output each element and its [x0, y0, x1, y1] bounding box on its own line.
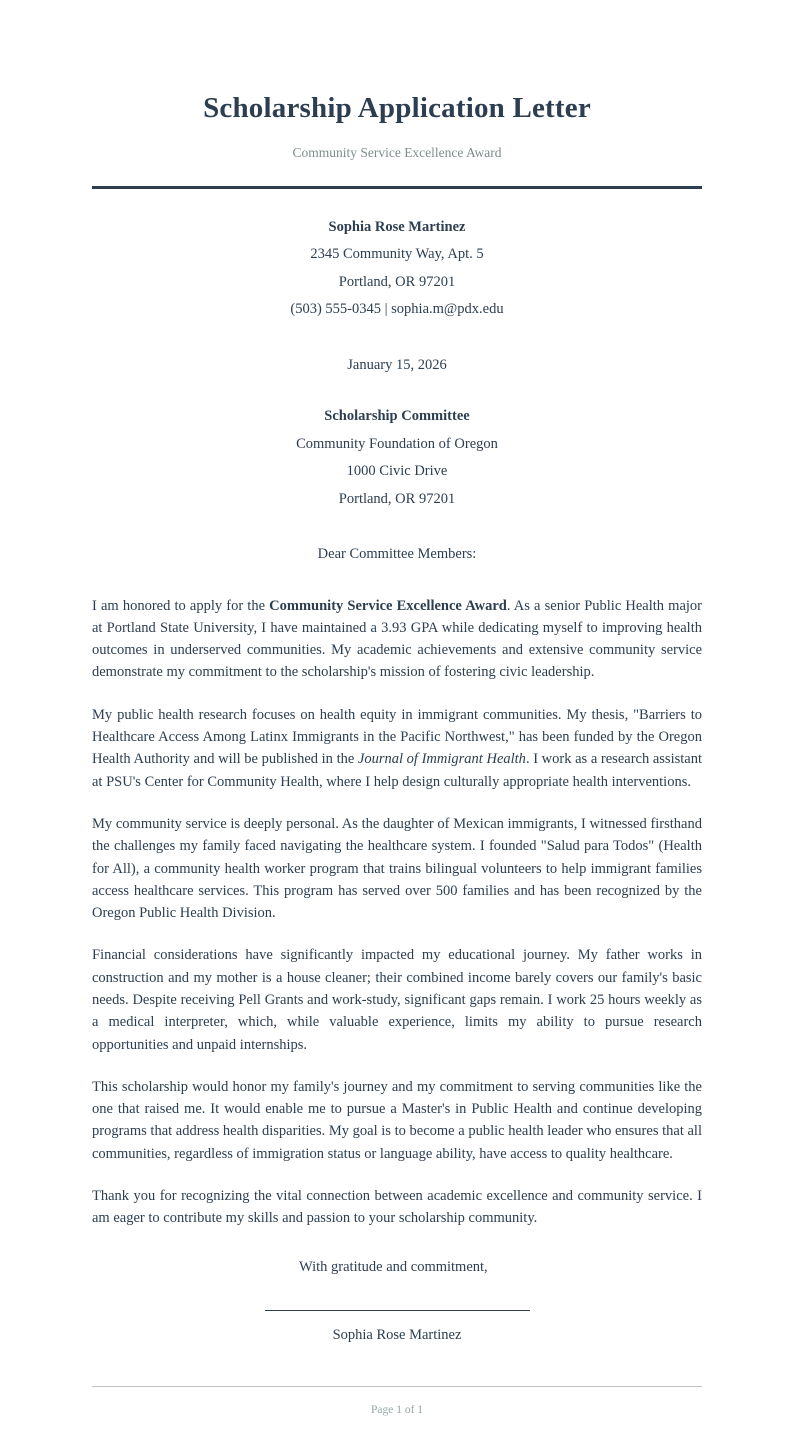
closing-phrase: With gratitude and commitment, — [299, 1258, 488, 1275]
document-footer — [92, 1386, 702, 1418]
body-paragraph-5: This scholarship would honor my family's journey and my commitment to serving communities like the one that raised me. It would enable me to pursue a Master's in Public Health and continue developing programs that address health disparities. My goal is to become a public health leader who ensures that all communities, regardless of immigration status or language ability, have access to quality healthcare. — [92, 1078, 702, 1162]
sender-contact: (503) 555-0345 | sophia.m@pdx.edu — [290, 301, 504, 318]
signature-line — [265, 1310, 530, 1311]
recipient-address-line-1: 1000 Civic Drive — [346, 463, 448, 480]
sender-address-line-2: Portland, OR 97201 — [338, 273, 456, 290]
paragraph-2-text-before: My public health research focuses on health equity in immigrant communities. My thesis, "Barriers to Healthcare Access Among Latinx Immigrants in the Pacific Northwest," has been funded by the Oregon Health Authority and will be published in the — [92, 706, 702, 768]
letter-date: January 15, 2026 — [347, 356, 447, 373]
signature-name: Sophia Rose Martinez — [332, 1326, 462, 1343]
recipient-address-line-2: Portland, OR 97201 — [338, 490, 456, 507]
body-paragraph-4: Financial considerations have significantly impacted my educational journey. My father works in construction and my mother is a house cleaner; their combined income barely covers our family's basic needs. Despite receiving Pell Grants and work-study, significant gaps remain. I work 25 hours weekly as a medical interpreter, which, while valuable experience, limits my ability to pursue research opportunities and unpaid internships. — [92, 947, 702, 1053]
sender-address-line-1: 2345 Community Way, Apt. 5 — [310, 246, 484, 263]
sender-name: Sophia Rose Martinez — [328, 218, 466, 235]
document-header — [92, 0, 702, 189]
body-paragraph-3: My community service is deeply personal. As the daughter of Mexican immigrants, I witnessed firsthand the challenges my family faced navigating the healthcare system. I founded "Salud para Todos" (Health for All), a community health worker program that trains bilingual volunteers to help immigrant families access healthcare services. This program has served over 500 families and has been recognized by the Oregon Public Health Division. — [92, 815, 702, 922]
paragraph-2-text-after: . I work as a research assistant at PSU's Center for Community Health, where I help design culturally appropriate health interventions. — [92, 751, 702, 790]
page-title: Scholarship Application Letter — [203, 92, 591, 124]
body-paragraph-2 — [92, 704, 702, 793]
signature-area — [92, 1310, 702, 1346]
body-paragraph-1 — [92, 595, 702, 684]
page-subtitle: Community Service Excellence Award — [292, 145, 502, 161]
recipient-organization: Community Foundation of Oregon — [296, 435, 498, 452]
recipient-name: Scholarship Committee — [324, 408, 470, 425]
letter-body — [92, 595, 702, 1230]
sender-block — [92, 214, 702, 324]
paragraph-1-text-before: I am honored to apply for the — [92, 597, 270, 614]
journal-title-emphasis: Journal of Immigrant Health — [357, 751, 526, 768]
salutation: Dear Committee Members: — [317, 546, 477, 563]
award-name-emphasis: Community Service Excellence Award — [269, 597, 507, 614]
paragraph-1-text-after: . As a senior Public Health major at Portland State University, I have maintained a 3.93 GPA while dedicating myself to improving health outcomes in underserved communities. My academic achievements and extensive community service demonstrate my commitment to the scholarship's mission of fostering civic leadership. — [92, 597, 703, 681]
recipient-block — [92, 403, 702, 513]
body-paragraph-6: Thank you for recognizing the vital connection between academic excellence and community service. I am eager to contribute my skills and passion to your scholarship community. — [92, 1188, 702, 1227]
page-number-label: Page 1 of 1 — [370, 1403, 424, 1416]
